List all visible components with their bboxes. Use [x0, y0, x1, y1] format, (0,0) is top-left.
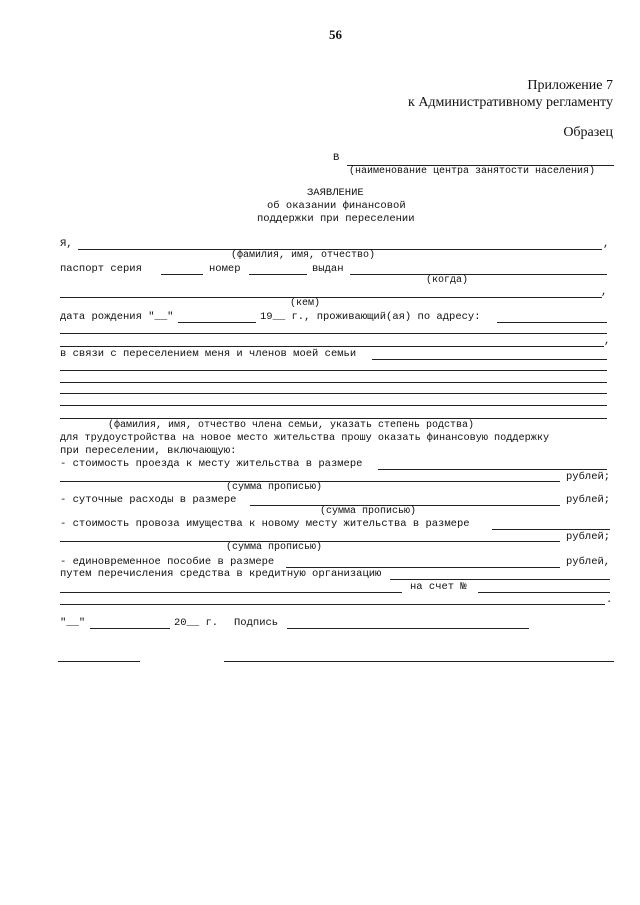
label-lump-sum: - единовременное пособие в размере	[60, 556, 275, 568]
sample-label: Образец	[563, 125, 613, 140]
signature-line[interactable]	[287, 628, 529, 629]
title-subheading-1: об оказании финансовой	[267, 200, 406, 212]
hint-sum-3: (сумма прописью)	[226, 542, 323, 553]
period: .	[606, 594, 613, 606]
title-heading: ЗАЯВЛЕНИЕ	[307, 187, 364, 199]
label-year: 20__ г.	[174, 617, 219, 629]
page-number: 56	[329, 27, 342, 42]
comma-3: ,	[604, 335, 611, 347]
address-line-3[interactable]	[60, 346, 604, 347]
hint-fio: (фамилия, имя, отчество)	[231, 250, 376, 261]
footer-rule-left	[58, 661, 140, 662]
request-line-1: для трудоустройства на новое место жительства прошу оказать финансовую поддержку	[60, 433, 550, 444]
rubles-2: рублей;	[566, 494, 611, 506]
bank-line-1[interactable]	[390, 579, 610, 580]
hint-family: (фамилия, имя, отчество члена семьи, указать степень родства)	[108, 420, 475, 431]
hint-sum-2: (сумма прописью)	[320, 506, 417, 517]
regulation-label: к Административному регламенту	[408, 95, 613, 110]
label-number: номер	[209, 263, 241, 275]
comma-2: ,	[601, 286, 608, 298]
issued-when-line[interactable]	[350, 274, 607, 275]
rubles-4: рублей,	[566, 556, 611, 568]
addressee-to: В	[333, 152, 340, 164]
account-line[interactable]	[478, 592, 610, 593]
label-signature: Подпись	[234, 617, 279, 629]
address-line-2[interactable]	[60, 333, 607, 334]
rubles-1: рублей;	[566, 471, 611, 483]
date-month-line[interactable]	[90, 628, 170, 629]
travel-cost-line-1[interactable]	[378, 469, 607, 470]
label-transfer: путем перечисления средства в кредитную организацию	[60, 568, 382, 580]
label-date-quote: "__"	[60, 617, 86, 629]
label-birth-date: дата рождения "__"	[60, 311, 174, 323]
label-property: - стоимость провоза имущества к новому месту жительства в размере	[60, 518, 470, 530]
label-i: Я,	[60, 238, 73, 250]
hint-by: (кем)	[290, 298, 321, 309]
family-line-3[interactable]	[60, 382, 607, 383]
label-issued: выдан	[312, 263, 344, 275]
address-line-1[interactable]	[497, 322, 607, 323]
label-daily: - суточные расходы в размере	[60, 494, 237, 506]
family-line-5[interactable]	[60, 405, 607, 406]
rubles-3: рублей;	[566, 531, 611, 543]
appendix-label: Приложение 7	[527, 78, 613, 93]
property-line-1[interactable]	[492, 529, 610, 530]
family-line-2[interactable]	[60, 370, 607, 371]
hint-sum-1: (сумма прописью)	[226, 482, 323, 493]
label-passport-series: паспорт серия	[60, 263, 142, 275]
label-travel-cost: - стоимость проезда к месту жительства в размере	[60, 458, 363, 470]
family-line-6[interactable]	[60, 418, 607, 419]
label-relocation: в связи с переселением меня и членов моей семьи	[60, 348, 357, 360]
title-subheading-2: поддержки при переселении	[257, 213, 415, 225]
birth-month-line[interactable]	[178, 322, 256, 323]
label-account: на счет №	[410, 581, 467, 593]
addressee-hint: (наименование центра занятости населения)	[349, 166, 596, 177]
family-line-1[interactable]	[372, 359, 607, 360]
account-line-2[interactable]	[60, 604, 605, 605]
issued-by-line[interactable]	[60, 297, 602, 298]
comma-1: ,	[603, 238, 610, 250]
family-line-4[interactable]	[60, 393, 607, 394]
passport-series-line[interactable]	[161, 274, 203, 275]
bank-line-2[interactable]	[60, 592, 402, 593]
hint-when: (когда)	[426, 275, 469, 286]
passport-number-line[interactable]	[249, 274, 307, 275]
footer-rule-right	[224, 661, 614, 662]
label-year-address: 19__ г., проживающий(ая) по адресу:	[260, 311, 481, 323]
request-line-2: при переселении, включающую:	[60, 445, 237, 457]
